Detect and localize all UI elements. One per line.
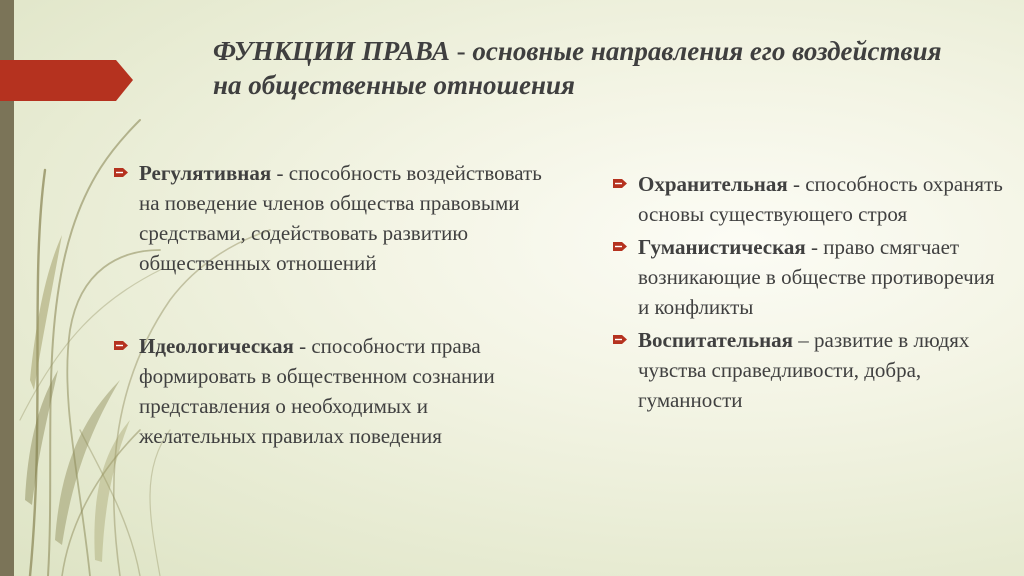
item-separator: - (293, 334, 312, 358)
title-rest: основные направления его воздействия на общественные отношения (213, 36, 942, 100)
item-term: Воспитательная (638, 328, 794, 352)
list-item-regulative (110, 158, 550, 278)
item-term: Идеологическая (139, 334, 294, 358)
left-column (110, 158, 550, 451)
right-column (609, 169, 1009, 418)
title-main: ФУНКЦИИ ПРАВА (213, 36, 450, 66)
list-item-educational (609, 325, 1009, 415)
arrow-bullet-icon (613, 334, 628, 345)
item-text: право смягчает возникающие в обществе противоречия и конфликты (638, 235, 995, 319)
item-separator: - (805, 235, 824, 259)
item-term: Охранительная (638, 172, 788, 196)
item-separator: - (271, 161, 289, 185)
item-term: Регулятивная (139, 161, 272, 185)
arrow-bullet-icon (114, 340, 129, 351)
item-separator: - (787, 172, 806, 196)
arrow-bullet-icon (114, 167, 129, 178)
title-accent-arrow (0, 60, 133, 101)
list-item-ideological (110, 331, 550, 451)
slide-title (213, 34, 973, 102)
item-text: развитие в людях чувства справедливости, добра, гуманности (638, 328, 970, 412)
item-text: способность воздействовать на поведение членов общества правовыми средствами, содействовать развитию общественных отношений (139, 161, 542, 275)
title-separator: - (449, 36, 473, 66)
item-text: способности права формировать в общественном сознании представления о необходимых и желательных правилах поведения (139, 334, 495, 448)
item-term: Гуманистическая (638, 235, 806, 259)
list-item-humanistic (609, 232, 1009, 322)
arrow-bullet-icon (613, 241, 628, 252)
item-text: способность охранять основы существующего строя (638, 172, 1003, 226)
item-separator: – (793, 328, 815, 352)
arrow-bullet-icon (613, 178, 628, 189)
list-item-protective (609, 169, 1009, 229)
